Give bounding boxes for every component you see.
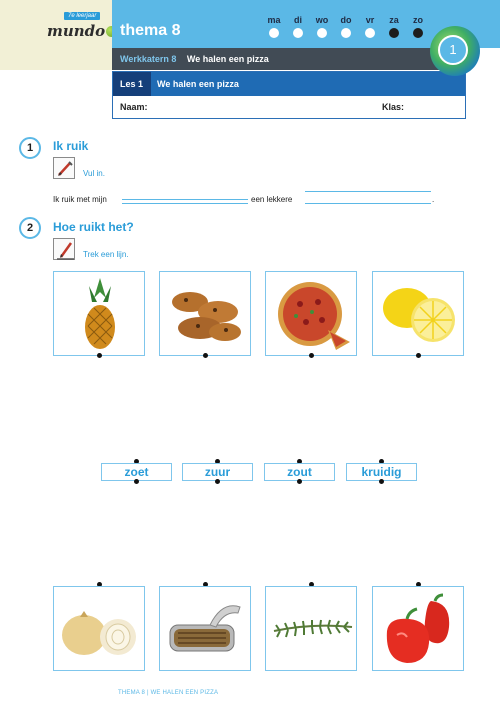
exercise-1-instruction: Vul in. bbox=[83, 169, 105, 178]
photo-red-peppers bbox=[372, 586, 464, 671]
photo-onions bbox=[53, 586, 145, 671]
class-field[interactable]: Klas: bbox=[382, 102, 405, 112]
sentence-middle: een lekkere bbox=[251, 195, 293, 204]
photo-pineapple bbox=[53, 271, 145, 356]
day-label: zo bbox=[413, 15, 423, 25]
day-wo bbox=[312, 15, 332, 38]
pencil-icon bbox=[53, 157, 75, 179]
day-label: wo bbox=[315, 15, 329, 25]
connect-dot[interactable] bbox=[297, 479, 302, 484]
day-dot[interactable] bbox=[293, 28, 303, 38]
word-zout[interactable]: zout bbox=[264, 463, 335, 481]
day-dot[interactable] bbox=[389, 28, 399, 38]
weekday-tracker bbox=[0, 15, 500, 45]
logo-text: mundo bbox=[47, 22, 106, 40]
photo-pizza bbox=[265, 271, 357, 356]
lesson-box bbox=[112, 71, 466, 119]
day-dot[interactable] bbox=[365, 28, 375, 38]
page-footer: THEMA 8 | WE HALEN EEN PIZZA bbox=[118, 690, 219, 696]
connect-dot[interactable] bbox=[379, 479, 384, 484]
lemon-icon bbox=[373, 272, 465, 357]
connect-dot[interactable] bbox=[215, 479, 220, 484]
day-dot[interactable] bbox=[269, 28, 279, 38]
connect-dot[interactable] bbox=[416, 353, 421, 358]
day-label: do bbox=[340, 15, 352, 25]
photo-rosemary bbox=[265, 586, 357, 671]
photo-cookies bbox=[159, 271, 251, 356]
lesson-title: We halen een pizza bbox=[157, 79, 239, 89]
answer-field-2[interactable] bbox=[305, 196, 431, 204]
day-dot[interactable] bbox=[341, 28, 351, 38]
day-dot[interactable] bbox=[317, 28, 327, 38]
sentence-start: Ik ruik met mijn bbox=[53, 195, 107, 204]
photo-sardine-tin bbox=[159, 586, 251, 671]
word-zuur[interactable]: zuur bbox=[182, 463, 253, 481]
day-di bbox=[288, 15, 308, 38]
exercise-1-number: 1 bbox=[19, 137, 41, 159]
pencil-ruler-icon bbox=[53, 238, 75, 260]
photo-lemon bbox=[372, 271, 464, 356]
theme-title: thema 8 bbox=[120, 22, 181, 39]
exercise-2-title: Hoe ruikt het? bbox=[53, 220, 134, 234]
day-dot[interactable] bbox=[413, 28, 423, 38]
day-do bbox=[336, 15, 356, 38]
connect-dot[interactable] bbox=[97, 353, 102, 358]
word-zoet[interactable]: zoet bbox=[101, 463, 172, 481]
pizza-icon bbox=[266, 272, 358, 357]
red-peppers-icon bbox=[373, 587, 465, 672]
pineapple-icon bbox=[54, 272, 146, 357]
day-ma bbox=[264, 15, 284, 38]
exercise-1-title: Ik ruik bbox=[53, 139, 89, 153]
cookies-icon bbox=[160, 272, 252, 357]
day-vr bbox=[360, 15, 380, 38]
lesson-bar bbox=[113, 72, 465, 96]
word-kruidig[interactable]: kruidig bbox=[346, 463, 417, 481]
rosemary-icon bbox=[266, 587, 358, 672]
day-label: di bbox=[294, 15, 302, 25]
lesson-badge: 1 bbox=[438, 35, 468, 65]
day-label: ma bbox=[267, 15, 281, 25]
day-label: za bbox=[389, 15, 399, 25]
grade-tag: 7e leerjaar bbox=[64, 12, 100, 20]
sardine-tin-icon bbox=[160, 587, 252, 672]
answer-field-1[interactable] bbox=[122, 196, 248, 204]
workbook-title: We halen een pizza bbox=[186, 54, 269, 64]
day-za bbox=[384, 15, 404, 38]
onions-icon bbox=[54, 587, 146, 672]
day-zo bbox=[408, 15, 428, 38]
exercise-2-number: 2 bbox=[19, 217, 41, 239]
blank-line-top bbox=[305, 184, 431, 192]
lesson-label: Les 1 bbox=[113, 72, 151, 96]
sentence-end: . bbox=[432, 195, 435, 204]
connect-dot[interactable] bbox=[134, 479, 139, 484]
exercise-2-instruction: Trek een lijn. bbox=[83, 250, 129, 259]
day-label: vr bbox=[365, 15, 375, 25]
student-fields bbox=[113, 96, 465, 118]
workbook-label: Werkkatern 8 bbox=[120, 54, 177, 64]
connect-dot[interactable] bbox=[203, 353, 208, 358]
name-field[interactable]: Naam: bbox=[120, 102, 148, 112]
workbook-bar bbox=[112, 48, 466, 70]
connect-dot[interactable] bbox=[309, 353, 314, 358]
